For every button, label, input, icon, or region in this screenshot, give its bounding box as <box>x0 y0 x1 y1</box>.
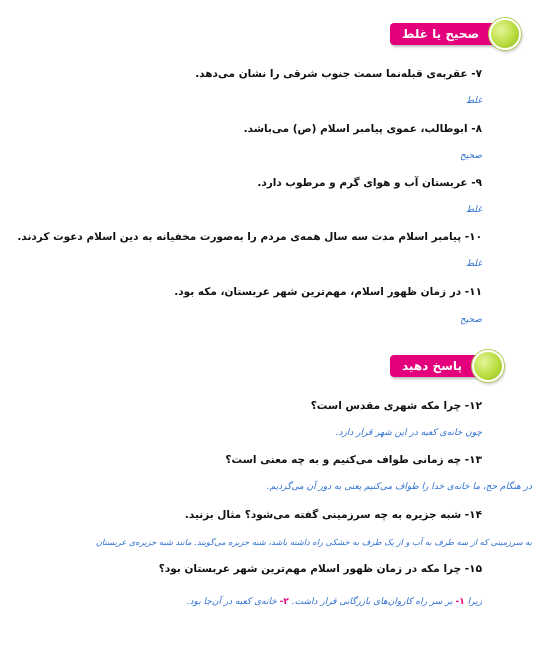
question-15: ۱۵- چرا مکه در زمان ظهور اسلام مهم‌ترین شهر عربستان بود؟ <box>158 563 482 575</box>
question-11: ۱۱- در زمان ظهور اسلام، مهم‌ترین شهر عربستان، مکه بود. <box>174 286 482 298</box>
answer-10: غلط <box>465 259 482 269</box>
answer-15-num1: ۱- <box>455 597 465 607</box>
answer-11: صحیح <box>460 315 482 325</box>
answer-12: چون خانه‌ی کعبه در این شهر قرار دارد. <box>335 428 482 438</box>
answer-15 <box>187 597 482 607</box>
answer-14: به سرزمینی که از سه طرف به آب و از یک طرف به خشکی راه داشته باشد، شبه جزیره می‌گویند. مانند شبه جزیره‌ی عربستان <box>95 537 532 547</box>
question-7: ۷- عقربه‌ی قبله‌نما سمت جنوب شرقی را نشان می‌دهد. <box>195 68 482 80</box>
question-13: ۱۳- چه زمانی طواف می‌کنیم و به چه معنی است؟ <box>225 454 482 466</box>
question-14: ۱۴- شبه جزیره به چه سرزمینی گفته می‌شود؟ مثال بزنید. <box>184 509 482 521</box>
answer-15-part1: زیرا <box>467 597 482 607</box>
section-header-true-false <box>390 18 521 50</box>
answer-15-num2: ۲- <box>279 597 289 607</box>
answer-15-part2: بر سر راه کاروان‌های بازرگانی قرار داشت. <box>291 597 453 607</box>
answer-8: صحیح <box>460 151 482 161</box>
question-12: ۱۲- چرا مکه شهری مقدس است؟ <box>310 400 482 412</box>
question-10: ۱۰- پیامبر اسلام مدت سه سال همه‌ی مردم را به‌صورت مخفیانه به دین اسلام دعوت کردند. <box>17 231 482 243</box>
answer-13: در هنگام حج، ما خانه‌ی خدا را طواف می‌کنیم یعنی به دور آن می‌گردیم. <box>266 482 532 492</box>
answer-7: غلط <box>465 96 482 106</box>
green-ball-decoration <box>489 18 521 50</box>
answer-9: غلط <box>465 205 482 215</box>
question-9: ۹- عربستان آب و هوای گرم و مرطوب دارد. <box>257 177 482 189</box>
section-title: پاسخ دهید <box>390 355 484 377</box>
section-title: صحیح یا غلط <box>390 23 501 45</box>
section-header-answer <box>390 350 504 382</box>
answer-15-part3: خانه‌ی کعبه در آن‌جا بود. <box>186 597 277 607</box>
green-ball-decoration <box>472 350 504 382</box>
question-8: ۸- ابوطالب، عموی پیامبر اسلام (ص) می‌باشد. <box>243 123 482 135</box>
